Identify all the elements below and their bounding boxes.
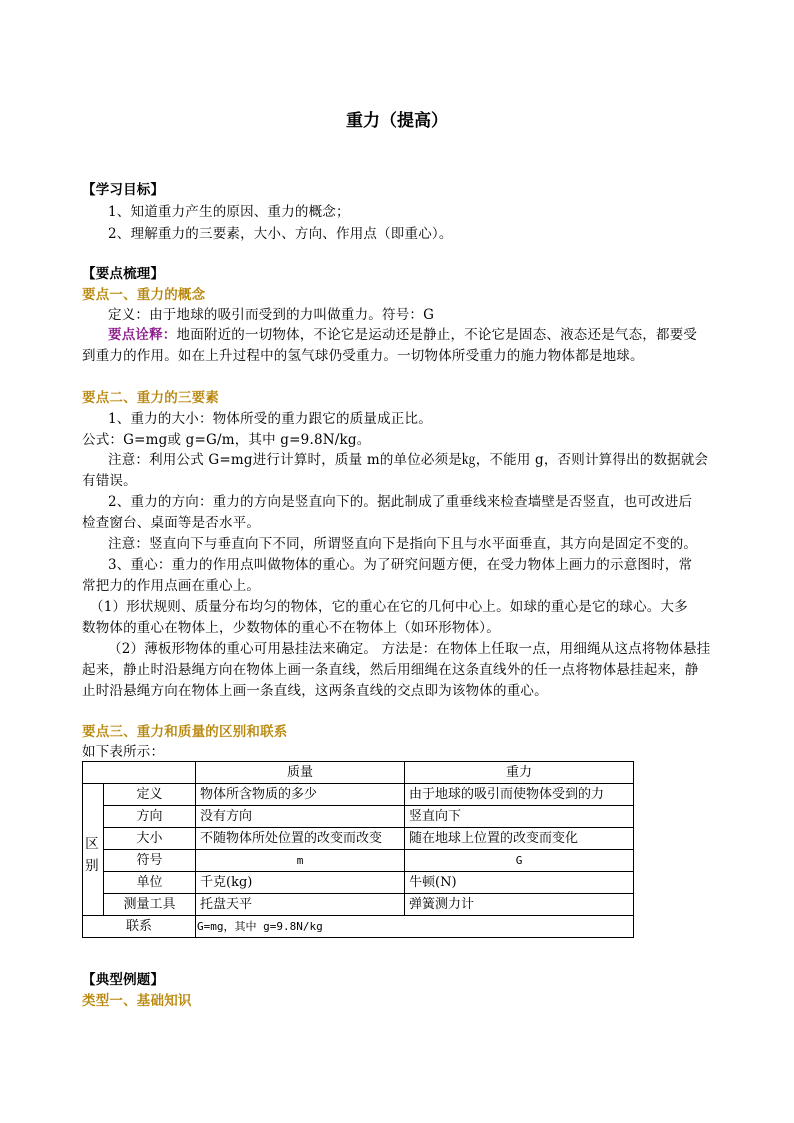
formula-line: 公式：G=mg或 g=G/m，其中 g=9.8N/kg。 — [82, 432, 371, 448]
text-line: （2）薄板形物体的重心可用悬挂法来确定。 方法是：在物体上任取一点，用细绳从这点将物体悬挂 — [108, 641, 711, 657]
mass-cell: 不随物体所处位置的改变而改变 — [196, 828, 405, 850]
point1-note-line1: 要点诠释：地面附近的一切物体，不论它是运动还是静止，不论它是固态、液态还是气态，都要受 — [108, 327, 698, 343]
gravity-cell: 由于地球的吸引而使物体受到的力 — [405, 784, 634, 806]
mass-cell: m — [196, 850, 405, 872]
row-label: 方向 — [104, 806, 196, 828]
text-line: 起来，静止时沿悬绳方向在物体上画一条直线，然后用细绳在这条直线外的任一点将物体悬挂起来，静 — [82, 662, 699, 678]
table-row — [83, 850, 634, 872]
point2-heading: 要点二、重力的三要素 — [82, 390, 219, 406]
row-label: 大小 — [104, 828, 196, 850]
text-line: （1）形状规则、质量分布均匀的物体，它的重心在它的几何中心上。如球的重心是它的球心。大多 — [90, 599, 688, 615]
point1-definition: 定义：由于地球的吸引而受到的力叫做重力。符号：G — [108, 307, 435, 323]
text-line: 注意：竖直向下与垂直向下不同，所谓竖直向下是指向下且与水平面垂直，其方向是固定不变的。 — [108, 536, 698, 552]
gravity-cell: 弹簧测力计 — [405, 894, 634, 916]
mass-cell: 千克(kg) — [196, 872, 405, 894]
goal-item: 2、理解重力的三要素，大小、方向、作用点（即重心）。 — [108, 226, 453, 242]
text-line: 检查窗台、桌面等是否水平。 — [82, 515, 261, 531]
gravity-cell: 随在地球上位置的改变而变化 — [405, 828, 634, 850]
link-value: G=mg，其中 g=9.8N/kg — [196, 916, 634, 938]
row-label: 测量工具 — [104, 894, 196, 916]
text-line: 注意：利用公式 G=mg进行计算时，质量 m的单位必须是㎏，不能用 g，否则计算得出的数据就会 — [108, 452, 709, 468]
mass-cell: 没有方向 — [196, 806, 405, 828]
row-label: 定义 — [104, 784, 196, 806]
gravity-cell: G — [405, 850, 634, 872]
table-header-row — [83, 762, 634, 784]
gravity-cell: 牛顿(N) — [405, 872, 634, 894]
table-row — [83, 872, 634, 894]
page-title: 重力（提高） — [346, 111, 448, 131]
type1-heading: 类型一、基础知识 — [82, 993, 192, 1009]
table-link-row — [83, 916, 634, 938]
points-heading: 【要点梳理】 — [82, 266, 165, 282]
text-line: 2、重力的方向：重力的方向是竖直向下的。据此制成了重垂线来检查墙壁是否竖直，也可改进后 — [108, 494, 693, 510]
link-label: 联系 — [83, 916, 196, 938]
group-label-text: 区 别 — [85, 836, 99, 874]
table-row — [83, 894, 634, 916]
text-line: 常把力的作用点画在重心上。 — [82, 578, 261, 594]
table-row — [83, 784, 634, 806]
table-row — [83, 828, 634, 850]
point3-heading: 要点三、重力和质量的区别和联系 — [82, 724, 288, 740]
table-row — [83, 806, 634, 828]
text-line: 3、重心：重力的作用点叫做物体的重心。为了研究问题方便，在受力物体上画力的示意图时，常 — [108, 557, 693, 573]
note-label: 要点诠释： — [108, 327, 177, 343]
header-empty-cell — [83, 762, 196, 784]
table-intro: 如下表所示： — [82, 744, 165, 760]
comparison-table — [82, 761, 634, 938]
row-label: 符号 — [104, 850, 196, 872]
header-gravity: 重力 — [405, 762, 634, 784]
point1-note-line2: 到重力的作用。如在上升过程中的氢气球仍受重力。一切物体所受重力的施力物体都是地球。 — [82, 348, 644, 364]
row-label: 单位 — [104, 872, 196, 894]
text-line: 止时沿悬绳方向在物体上画一条直线，这两条直线的交点即为该物体的重心。 — [82, 683, 548, 699]
examples-heading: 【典型例题】 — [82, 972, 165, 988]
point1-heading: 要点一、重力的概念 — [82, 287, 206, 303]
gravity-cell: 竖直向下 — [405, 806, 634, 828]
text-line: 数物体的重心在物体上，少数物体的重心不在物体上（如环形物体）。 — [82, 620, 500, 636]
mass-cell: 物体所含物质的多少 — [196, 784, 405, 806]
text-line: 1、重力的大小：物体所受的重力跟它的质量成正比。 — [108, 411, 432, 427]
goals-heading: 【学习目标】 — [82, 182, 165, 198]
mass-cell: 托盘天平 — [196, 894, 405, 916]
text-line: 有错误。 — [82, 473, 137, 489]
goal-item: 1、知道重力产生的原因、重力的概念； — [108, 204, 350, 220]
header-mass: 质量 — [196, 762, 405, 784]
